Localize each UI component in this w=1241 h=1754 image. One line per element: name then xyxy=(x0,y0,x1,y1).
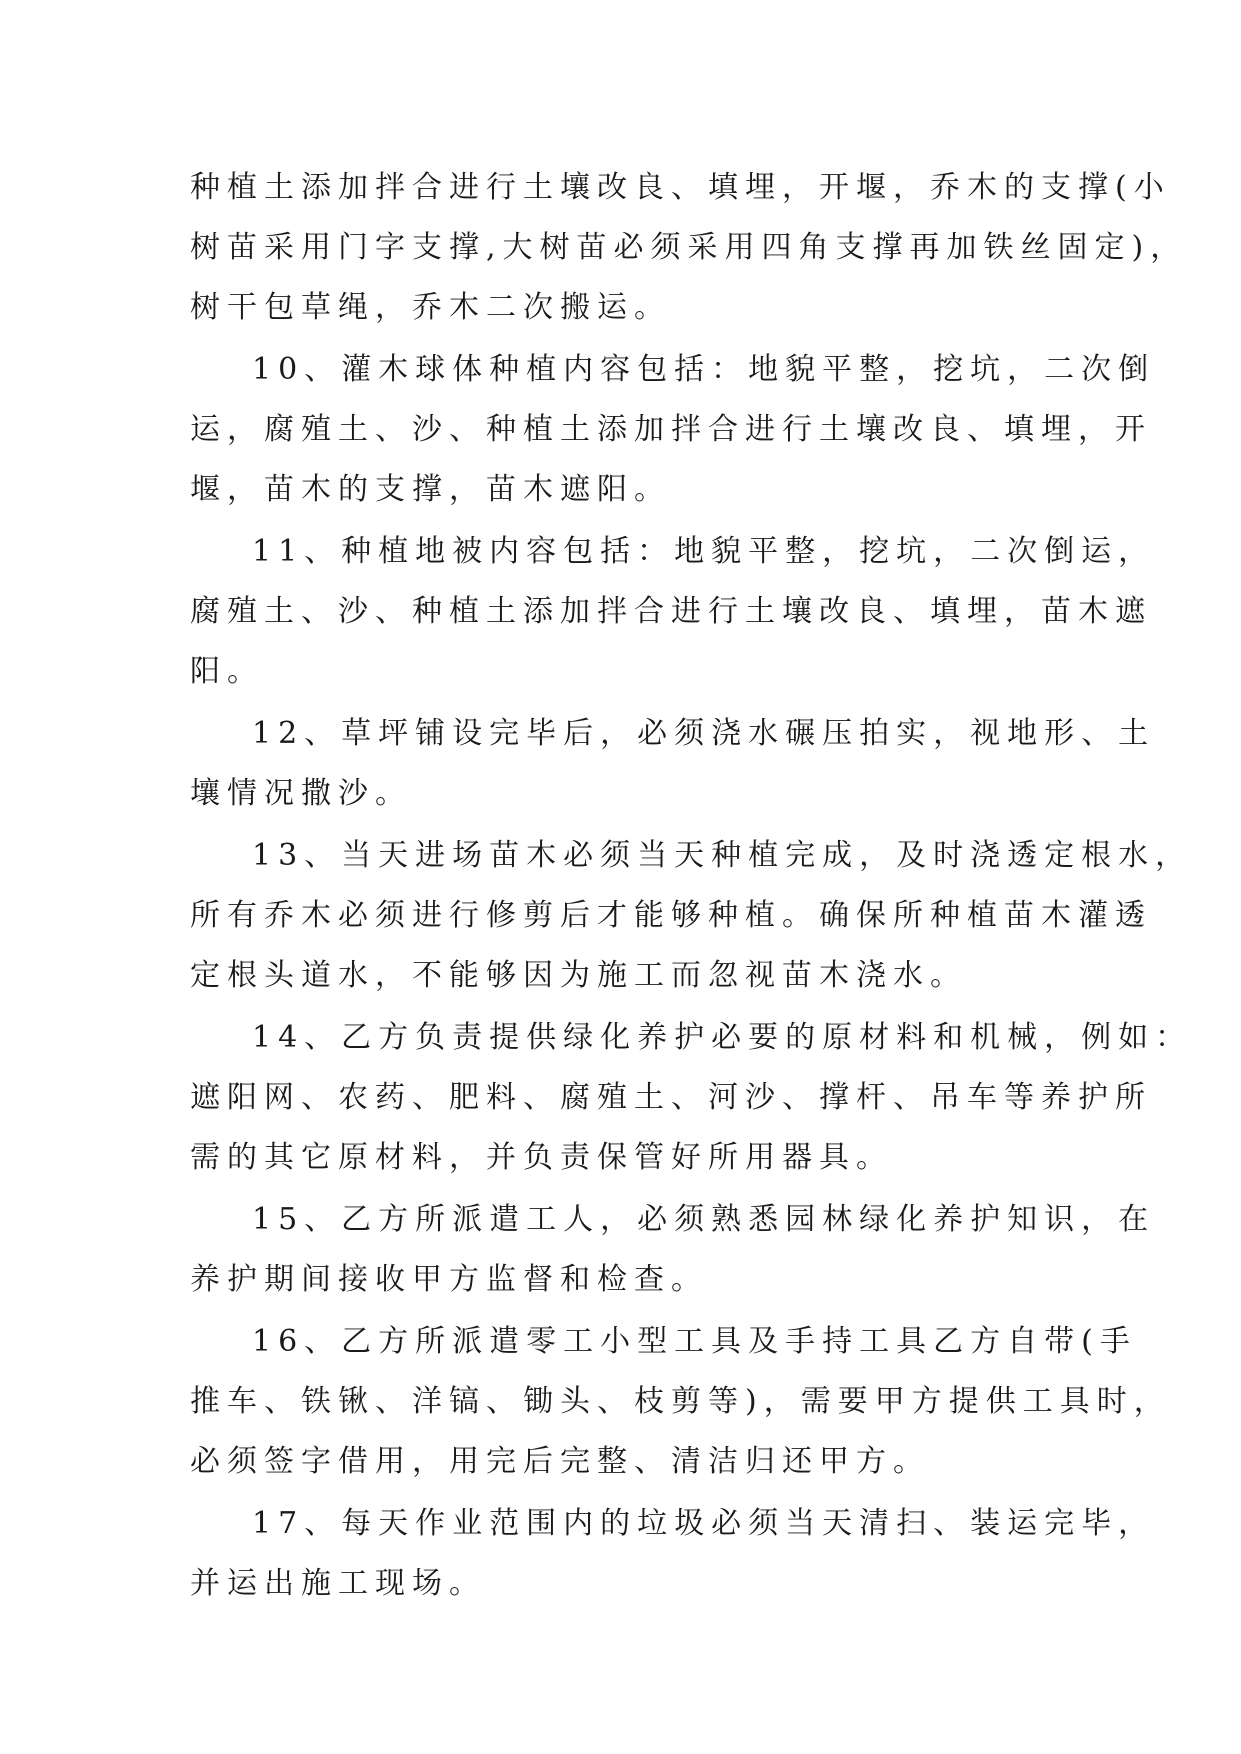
paragraph-item-10 xyxy=(190,340,1156,520)
text-line: 17、每天作业范围内的垃圾必须当天清扫、装运完毕， xyxy=(252,1506,1156,1541)
text-line: 壤情况撒沙。 xyxy=(190,776,412,811)
paragraph-item-17 xyxy=(190,1494,1156,1614)
text-line: 腐殖土、沙、种植土添加拌合进行土壤改良、填埋，苗木遮 xyxy=(190,594,1152,629)
text-line: 并运出施工现场。 xyxy=(190,1566,486,1601)
text-line: 需的其它原材料，并负责保管好所用器具。 xyxy=(190,1140,893,1175)
text-line: 遮阳网、农药、肥料、腐殖土、河沙、撑杆、吊车等养护所 xyxy=(190,1080,1152,1115)
text-line: 养护期间接收甲方监督和检查。 xyxy=(190,1262,708,1297)
text-line: 所有乔木必须进行修剪后才能够种植。确保所种植苗木灌透 xyxy=(190,898,1152,933)
text-line: 推车、铁锹、洋镐、锄头、枝剪等)，需要甲方提供工具时， xyxy=(190,1384,1171,1419)
text-line: 运，腐殖土、沙、种植土添加拌合进行土壤改良、填埋，开 xyxy=(190,412,1152,447)
paragraph-item-15 xyxy=(190,1190,1156,1310)
text-line: 堰，苗木的支撑，苗木遮阳。 xyxy=(190,472,671,507)
text-line: 12、草坪铺设完毕后，必须浇水碾压拍实，视地形、土 xyxy=(252,716,1156,751)
text-line: 13、当天进场苗木必须当天种植完成，及时浇透定根水， xyxy=(252,838,1193,873)
text-line: 11、种植地被内容包括：地貌平整，挖坑，二次倒运， xyxy=(252,534,1156,569)
text-line: 定根头道水，不能够因为施工而忽视苗木浇水。 xyxy=(190,958,967,993)
text-line: 10、灌木球体种植内容包括：地貌平整，挖坑，二次倒 xyxy=(252,352,1156,387)
text-line: 种植土添加拌合进行土壤改良、填埋，开堰，乔木的支撑(小 xyxy=(190,170,1171,205)
text-line: 15、乙方所派遣工人，必须熟悉园林绿化养护知识，在 xyxy=(252,1202,1156,1237)
text-line: 树苗采用门字支撑,大树苗必须采用四角支撑再加铁丝固定)， xyxy=(190,230,1188,265)
text-line: 树干包草绳，乔木二次搬运。 xyxy=(190,290,671,325)
text-line: 16、乙方所派遣零工小型工具及手持工具乙方自带(手 xyxy=(252,1324,1137,1359)
paragraph-item-13 xyxy=(190,826,1193,1006)
paragraph-item-16 xyxy=(190,1312,1171,1492)
paragraph-item-11 xyxy=(190,522,1156,702)
text-line: 14、乙方负责提供绿化养护必要的原材料和机械，例如： xyxy=(252,1020,1193,1055)
paragraph-item-14 xyxy=(190,1008,1193,1188)
document-body xyxy=(190,158,1193,1616)
paragraph-continuation xyxy=(190,158,1188,338)
text-line: 必须签字借用，用完后完整、清洁归还甲方。 xyxy=(190,1444,930,1479)
text-line: 阳。 xyxy=(190,654,264,689)
paragraph-item-12 xyxy=(190,704,1156,824)
